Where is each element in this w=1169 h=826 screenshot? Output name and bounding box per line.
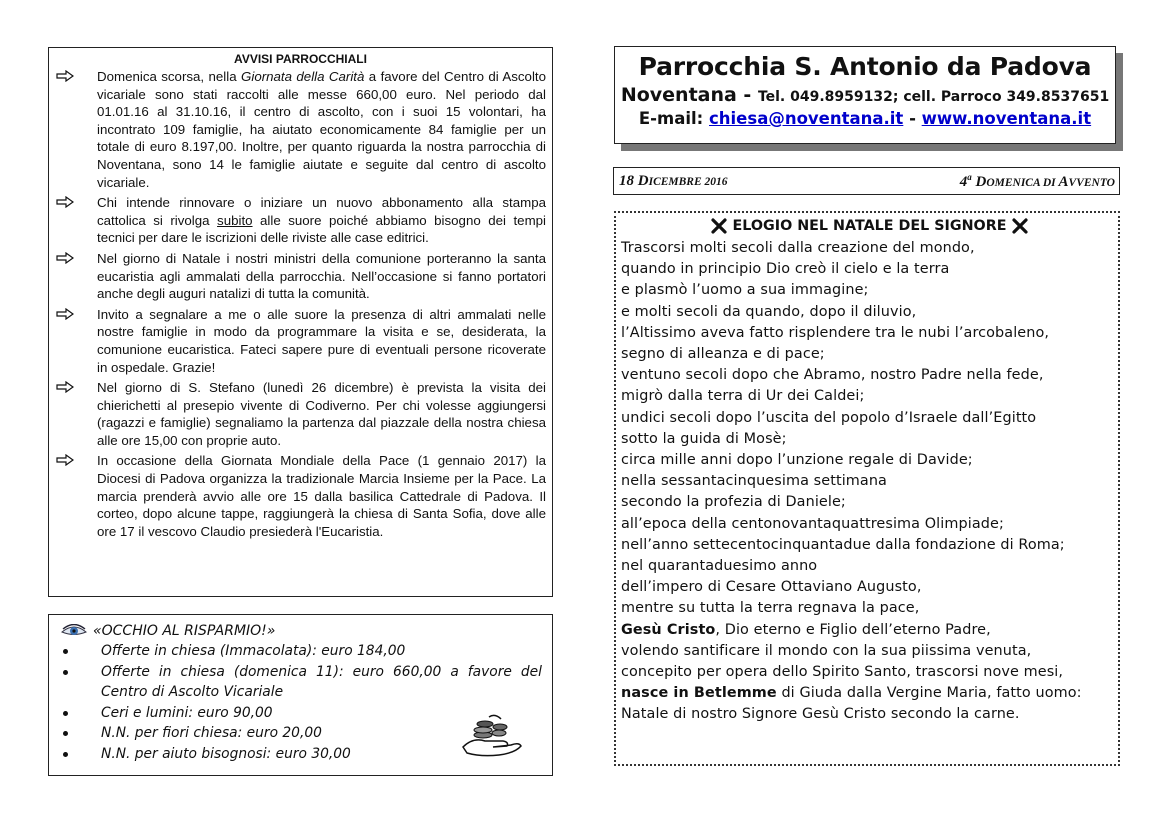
hand-with-coins-icon [459,711,523,757]
elogio-line: nasce in Betlemme di Giuda dalla Vergine Maria, fatto uomo: [621,685,1082,702]
list-item [55,194,546,247]
risparmio-text: Ceri e lumini: euro 90,00 [101,704,273,721]
date-bar [613,167,1120,195]
risparmio-text: N.N. per aiuto bisognosi: euro 30,00 [101,745,351,762]
risparmio-text: Offerte in chiesa (Immacolata): euro 184,00 [101,643,406,659]
elogio-line: e plasmò l’uomo a sua immagine; [621,282,869,299]
avviso-text: In occasione della Giornata Mondiale della Pace (1 gennaio 2017) la Diocesi di Padova organizza la tradizionale Marcia Insieme per la Pace. La marcia prenderà avvio alle ore 15 dalla basilica Cattedrale di Padova. Il corteo, dopo alcune tappe, raggiungerà la chiesa di Santa Sofia, dove alle ore 17 il vescovo Claudio presiederà l'Eucaristia. [97,453,546,539]
elogio-line: nell’anno settecentocinquantadue dalla fondazione di Roma; [621,536,1065,553]
avviso-text: Nel giorno di S. Stefano (lunedì 26 dicembre) è prevista la visita dei chierichetti al presepio vivente di Codiverno. Per chi volesse aggiungersi (ragazzi e famiglie) segnaliamo la partenza dal piazzale della nostra chiesa alle ore 15,00 con proprie auto. [97,380,546,448]
avviso-text: alle suore poiché abbiamo bisogno dei tempi tecnici per dare le iscrizioni delle riviste alle case editrici. [97,212,546,246]
elogio-line: circa mille anni dopo l’unzione regale di Davide; [621,452,973,469]
elogio-line: Natale di nostro Signore Gesù Cristo secondo la carne. [621,706,1020,723]
list-item [55,68,546,191]
elogio-line: nella sessantacinquesima settimana [621,473,887,490]
sunday-label: 4$^a$ DOMENICA DI AVVENTO [959,171,1115,190]
elogio-line: e molti secoli da quando, dopo il diluvio, [621,303,917,320]
elogio-line: dell’impero di Cesare Ottaviano Augusto, [621,579,922,596]
avvisi-box [48,47,553,597]
risparmio-title: «OCCHIO AL RISPARMIO!» [93,623,276,639]
avviso-text: a favore del Centro di Ascolto vicariale sono stati raccolti alle messe 660,00 euro. Nel periodo dal 01.01.16 al 31.10.16, il centro di ascolto, con i suoi 15 volontari, ha incontrato 109 famiglie, ha aiutato economicamente 84 famiglie per un totale di euro 8.197,00. Inoltre, per quanto riguarda la nostra parrocchia di Noventana, sono 14 le famiglie aiutate e seguite dal centro di ascolto vicariale. [97,69,546,190]
list-item [55,662,546,703]
cross-ornament-icon [1012,218,1028,234]
risparmio-text: N.N. per fiori chiesa: euro 20,00 [101,725,322,741]
elogio-line: Gesù Cristo, Dio eterno e Figlio dell’eterno Padre, [621,621,991,638]
separator: - [903,109,922,128]
elogio-box [614,211,1120,766]
elogio-line: concepito per opera dello Spirito Santo, trascorsi nove mesi, [621,664,1064,681]
elogio-text [621,238,1118,620]
elogio-line: segno di alleanza e di pace; [621,346,825,363]
web-line [615,109,1115,128]
elogio-header [621,218,1118,234]
list-item [55,306,546,376]
parish-header [614,46,1116,144]
elogio-line: undici secoli dopo l’uscita del popolo d’Israele dall’Egitto [621,409,1037,426]
email-label: E-mail: [638,109,709,128]
elogio-title: ELOGIO NEL NATALE DEL SIGNORE [732,218,1007,234]
avviso-text: Invito a segnalare a me o alle suore la presenza di altri ammalati nelle nostre famiglie in modo da programmare la visita e se, desiderata, la comunione eucaristica. Fateci sapere pure di eventuali persone ricoverate in ospedale. Grazie! [97,306,546,375]
avviso-text: Domenica scorsa, nella [97,69,242,84]
arrow-right-icon [56,308,74,320]
elogio-line: quando in principio Dio creò il cielo e la terra [621,261,950,278]
arrow-right-icon [56,70,74,82]
risparmio-header [61,623,546,639]
avviso-underline: subito [217,212,253,228]
elogio-line: migrò dalla terra di Ur dei Caldei; [621,388,865,405]
elogio-line: Trascorsi molti secoli dalla creazione del mondo, [621,240,975,256]
phone-numbers: Tel. 049.8959132; cell. Parroco 349.8537651 [757,89,1110,105]
town-name: Noventana - [620,84,758,106]
elogio-line: all’epoca della centonovantaquattresima Olimpiade; [621,515,1004,532]
list-item [55,452,546,540]
list-item [55,379,546,449]
elogio-line: mentre su tutta la terra regnava la pace, [621,600,920,617]
arrow-right-icon [56,252,74,264]
avvisi-title: AVVISI PARROCCHIALI [234,52,367,66]
list-item [55,250,546,303]
arrow-right-icon [56,196,74,208]
elogio-line: secondo la profezia di Daniele; [621,494,846,511]
avviso-text: Chi intende rinnovare o iniziare un nuovo abbonamento alla stampa cattolica si rivolga [97,195,546,228]
eye-icon [61,624,87,638]
risparmio-text: Offerte in chiesa (domenica 11): euro 660,00 a favore del Centro di Ascolto Vicariale [101,663,542,700]
elogio-line: sotto la guida di Mosè; [621,430,787,447]
arrow-right-icon [56,454,74,466]
risparmio-box [48,614,553,776]
elogio-line: nel quarantaduesimo anno [621,558,818,575]
list-item [55,641,546,662]
website-link[interactable]: www.noventana.it [921,109,1092,128]
contact-line [615,84,1115,106]
cross-ornament-icon [711,218,727,234]
parish-title: Parrocchia S. Antonio da Padova [638,52,1092,81]
elogio-line: volendo santificare il mondo con la sua piissima venuta, [621,642,1032,659]
elogio-line: l’Altissimo aveva fatto risplendere tra le nubi l’arcobaleno, [621,324,1050,341]
elogio-line: ventuno secoli dopo che Abramo, nostro Padre nella fede, [621,367,1044,384]
email-link[interactable]: chiesa@noventana.it [709,109,904,128]
arrow-right-icon [56,381,74,393]
avviso-text: Nel giorno di Natale i nostri ministri della comunione porteranno la santa eucaristia agli ammalati della parrocchia. Nell’occasione si fanno portatori anche degli auguri natalizi di tutta la comunità. [97,250,546,302]
avviso-italic: Giornata della Carità [241,69,365,84]
date-label: 18 DICEMBRE 2016 [619,172,728,189]
avvisi-list [55,68,546,540]
